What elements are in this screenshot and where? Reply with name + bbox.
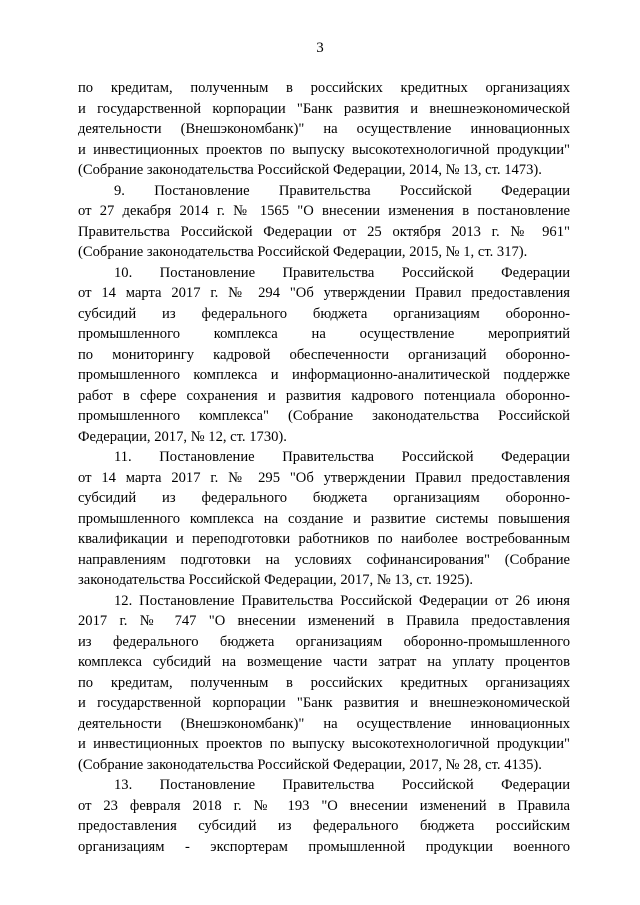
text-line: из федерального бюджета организациям оборонно-промышленного xyxy=(78,633,570,650)
text-line: по кредитам, полученным в российских кредитных организациях xyxy=(78,674,570,691)
text-line: 12. Постановление Правительства Российской Федерации от 26 июня xyxy=(114,592,570,609)
text-line: (Собрание законодательства Российской Федерации, 2015, № 1, ст. 317). xyxy=(78,244,528,260)
text-line: комплекса субсидий на возмещение части затрат на уплату процентов xyxy=(78,654,570,670)
text-line: Федерации, 2017, № 12, ст. 1730). xyxy=(78,428,287,445)
text-line: и государственной корпорации "Банк развития и внешнеэкономической xyxy=(78,695,570,711)
text-line: промышленного комплекса" (Собрание законодательства Российской xyxy=(78,408,570,424)
page-number: 3 xyxy=(316,40,324,56)
text-line: (Собрание законодательства Российской Федерации, 2014, № 13, ст. 1473). xyxy=(78,162,542,178)
paragraph xyxy=(78,78,570,181)
text-line: деятельности (Внешэкономбанк)" на осуществление инновационных xyxy=(78,715,570,732)
document-body xyxy=(78,78,570,857)
text-line: (Собрание законодательства Российской Федерации, 2017, № 28, ст. 4135). xyxy=(78,756,542,773)
text-line: и инвестиционных проектов по выпуску высокотехнологичной продукции" xyxy=(78,736,570,752)
text-line: 11. Постановление Правительства Российской Федерации xyxy=(114,449,570,465)
text-line: предоставления субсидий из федерального бюджета российским xyxy=(78,818,570,834)
text-line: промышленного комплекса на создание и развитие системы повышения xyxy=(78,510,570,527)
text-line: 10. Постановление Правительства Российской Федерации xyxy=(114,264,570,281)
paragraph xyxy=(78,263,570,448)
text-line: промышленного комплекса и информационно-аналитической поддержке xyxy=(78,367,570,383)
paragraph xyxy=(78,181,570,263)
text-line: направлениям подготовки на условиях софинансирования" (Собрание xyxy=(78,551,570,568)
text-line: субсидий из федерального бюджета организациям оборонно- xyxy=(78,305,570,322)
text-line: организациям - экспортерам промышленной продукции военного xyxy=(78,838,570,855)
text-line: 9. Постановление Правительства Российской Федерации xyxy=(114,182,570,199)
text-line: и инвестиционных проектов по выпуску высокотехнологичной продукции" xyxy=(78,141,570,158)
text-line: и государственной корпорации "Банк развития и внешнеэкономической xyxy=(78,100,570,117)
paragraph xyxy=(78,775,570,857)
text-line: по мониторингу кадровой обеспеченности организаций оборонно- xyxy=(78,346,570,363)
text-line: Правительства Российской Федерации от 25 октября 2013 г. № 961" xyxy=(78,223,570,240)
text-line: от 23 февраля 2018 г. № 193 "О внесении изменений в Правила xyxy=(78,797,570,814)
text-line: от 14 марта 2017 г. № 295 "Об утверждении Правил предоставления xyxy=(78,469,570,486)
text-line: промышленного комплекса на осуществление мероприятий xyxy=(78,326,570,342)
text-line: 2017 г. № 747 "О внесении изменений в Правила предоставления xyxy=(78,613,570,629)
paragraph xyxy=(78,447,570,591)
text-line: законодательства Российской Федерации, 2017, № 13, ст. 1925). xyxy=(78,572,474,588)
paragraph xyxy=(78,591,570,776)
text-line: деятельности (Внешэкономбанк)" на осуществление инновационных xyxy=(78,121,570,137)
text-line: от 14 марта 2017 г. № 294 "Об утверждении Правил предоставления xyxy=(78,285,570,301)
text-line: субсидий из федерального бюджета организациям оборонно- xyxy=(78,490,570,506)
text-line: работ в сфере сохранения и развития кадрового потенциала оборонно- xyxy=(78,387,570,404)
text-line: 13. Постановление Правительства Российской Федерации xyxy=(114,777,570,793)
text-line: по кредитам, полученным в российских кредитных организациях xyxy=(78,80,570,96)
text-line: от 27 декабря 2014 г. № 1565 "О внесении изменения в постановление xyxy=(78,203,570,219)
text-line: квалификации и переподготовки работников по наиболее востребованным xyxy=(78,531,570,547)
